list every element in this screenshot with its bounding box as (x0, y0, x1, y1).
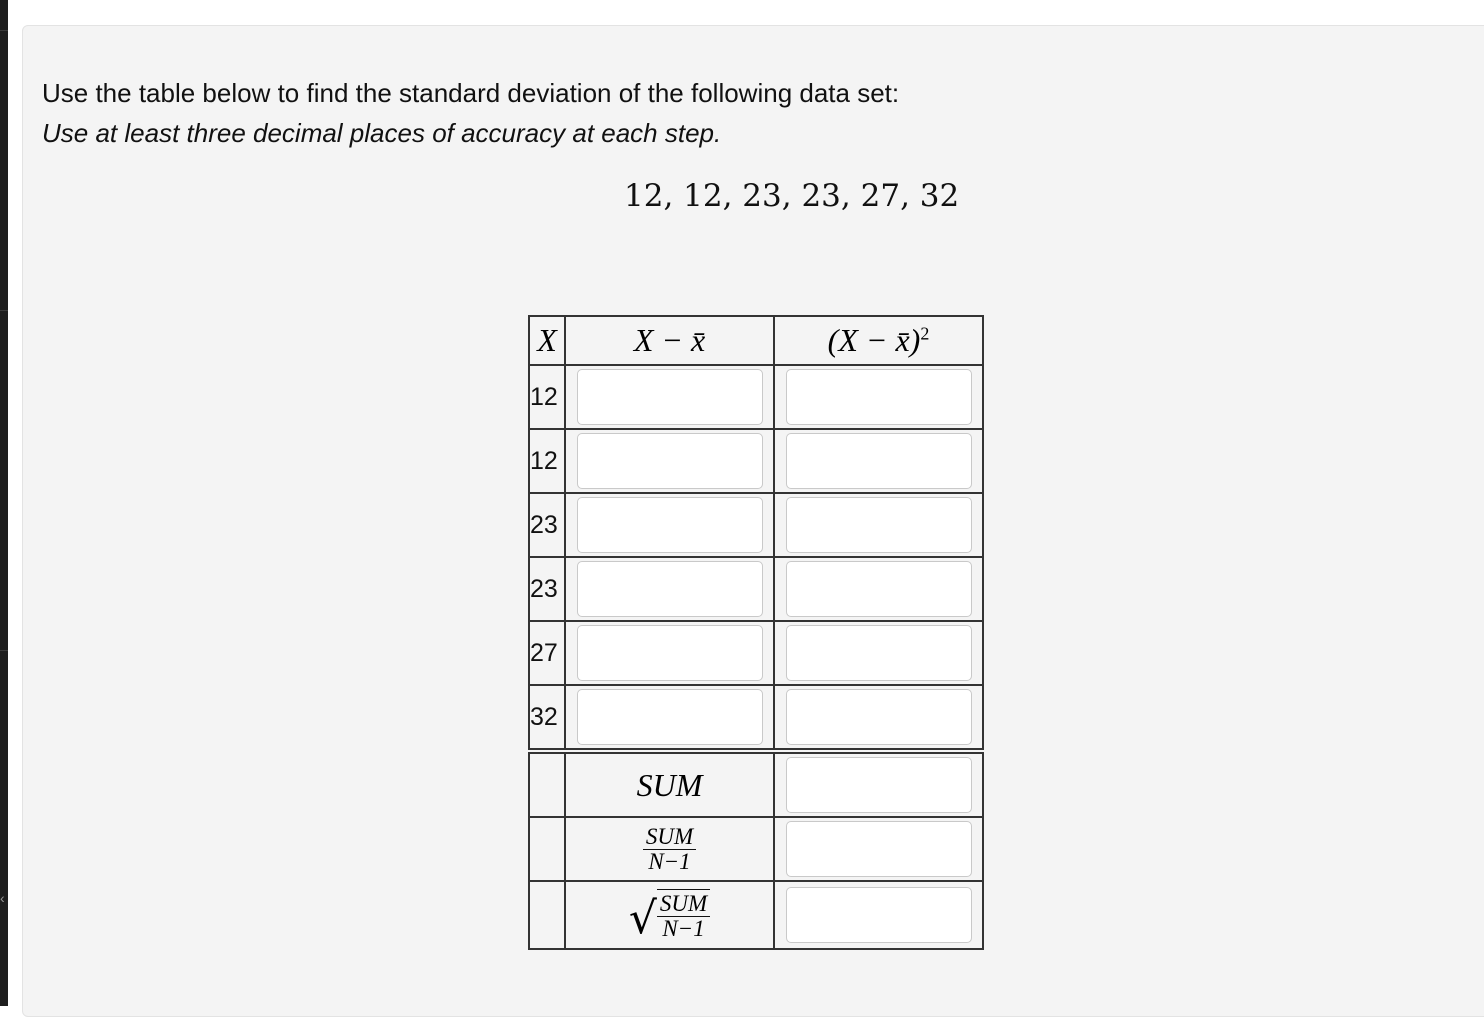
squared-deviation-input[interactable] (786, 369, 972, 425)
squared-deviation-input[interactable] (786, 689, 972, 745)
empty-cell (529, 817, 565, 881)
stddev-fraction (657, 892, 710, 941)
squared-deviation-input[interactable] (786, 625, 972, 681)
fraction-denominator: N−1 (648, 848, 691, 874)
stddev-input[interactable] (786, 887, 972, 943)
deviation-input[interactable] (577, 497, 763, 553)
fraction-numerator: SUM (643, 825, 696, 850)
fraction-denominator: N−1 (662, 916, 705, 941)
sum-input[interactable] (786, 757, 972, 813)
header-row (529, 316, 983, 365)
header-squared-exponent: 2 (920, 323, 930, 344)
empty-cell (529, 751, 565, 817)
table-row (529, 493, 983, 557)
std-dev-table (528, 315, 984, 950)
variance-fraction (643, 825, 696, 874)
square-root-expression (628, 889, 710, 944)
edge-tick (0, 650, 8, 651)
header-deviation: X − x̄ (565, 316, 774, 365)
deviation-input[interactable] (577, 625, 763, 681)
sum-label: SUM (636, 766, 703, 803)
variance-input[interactable] (786, 821, 972, 877)
deviation-input[interactable] (577, 561, 763, 617)
x-value: 27 (529, 621, 565, 685)
variance-row (529, 817, 983, 881)
squared-deviation-input[interactable] (786, 497, 972, 553)
empty-cell (529, 881, 565, 949)
header-x: X (529, 316, 565, 365)
sum-row (529, 751, 983, 817)
x-value: 23 (529, 493, 565, 557)
sum-label-cell (565, 751, 774, 817)
left-edge-bar (0, 0, 8, 1006)
data-set: 12, 12, 23, 23, 27, 32 (624, 178, 960, 214)
square-root-icon: √ (628, 893, 657, 944)
header-squared (774, 316, 983, 365)
x-value: 32 (529, 685, 565, 751)
edge-arrow-icon[interactable]: ‹ (0, 890, 5, 906)
deviation-input[interactable] (577, 369, 763, 425)
x-value: 12 (529, 365, 565, 429)
stddev-row (529, 881, 983, 949)
table-row (529, 557, 983, 621)
edge-tick (0, 310, 8, 311)
header-squared-base: (X − x̄) (827, 322, 921, 358)
table-row (529, 429, 983, 493)
squared-deviation-input[interactable] (786, 561, 972, 617)
x-value: 12 (529, 429, 565, 493)
x-value: 23 (529, 557, 565, 621)
table-row (529, 365, 983, 429)
accuracy-note: Use at least three decimal places of accuracy at each step. (42, 118, 722, 148)
table-row (529, 621, 983, 685)
instruction-text: Use the table below to find the standard deviation of the following data set: (42, 78, 900, 108)
deviation-input[interactable] (577, 689, 763, 745)
variance-label-cell (565, 817, 774, 881)
stddev-label-cell (565, 881, 774, 949)
deviation-input[interactable] (577, 433, 763, 489)
squared-deviation-input[interactable] (786, 433, 972, 489)
table-row (529, 685, 983, 751)
edge-tick (0, 30, 8, 31)
fraction-numerator: SUM (657, 892, 710, 917)
